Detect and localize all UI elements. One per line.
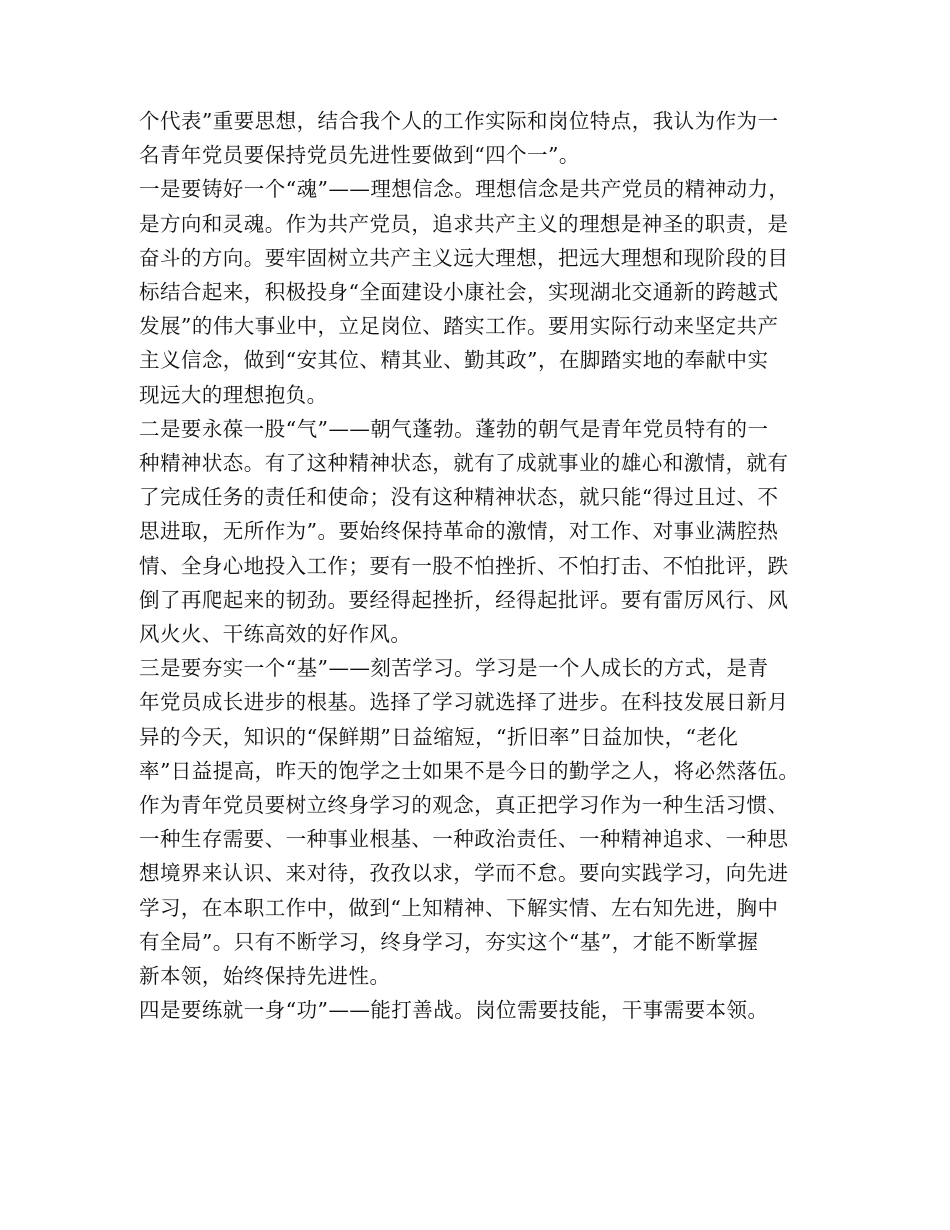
paragraph-foundation: 三是要夯实一个“基”——刻苦学习。学习是一个人成长的方式，是青 年党员成长进步的根基。选择了学习就选择了进步。在科技发展日新月 异的今天，知识的“保鲜期”日益缩短，“折旧率”日益加快，“老化 率”日益提高，昨天的饱学之士如果不是今日的勤学之人，将必然落伍。 作为青年党员要树立终身学习的观念，真正把学习作为一种生活习惯、 一种生存需要、一种事业根基、一种政治责任、一种精神追求、一种思 想境界来认识、来对待，孜孜以求，学而不怠。要向实践学习，向先进 学习，在本职工作中，做到“上知精神、下解实情、左右知先进，胸中 有全局”。只有不断学习，终身学习，夯实这个“基”，才能不断掌握 新本领，始终保持先进性。 xyxy=(139,656,800,989)
paragraph-spirit: 二是要永葆一股“气”——朝气蓬勃。蓬勃的朝气是青年党员特有的一 种精神状态。有了这种精神状态，就有了成就事业的雄心和激情，就有 了完成任务的责任和使命；没有这种精神状态，就只能“得过且过、不 思进取，无所作为”。要始终保持革命的激情，对工作、对事业满腔热 情、全身心地投入工作；要有一股不怕挫折、不怕打击、不怕批评，跌 倒了再爬起来的韧劲。要经得起挫折，经得起批评。要有雷厉风行、风 风火火、干练高效的好作风。 xyxy=(139,416,789,647)
document-body xyxy=(139,104,839,1027)
paragraph-skill: 四是要练就一身“功”——能打善战。岗位需要技能，干事需要本领。 xyxy=(139,998,769,1023)
paragraph-intro: 个代表”重要思想，结合我个人的工作实际和岗位特点，我认为作为一 名青年党员要保持党员先进性要做到“四个一”。 xyxy=(139,109,779,168)
paragraph-soul: 一是要铸好一个“魂”——理想信念。理想信念是共产党员的精神动力， 是方向和灵魂。作为共产党员，追求共产主义的理想是神圣的职责，是 奋斗的方向。要牢固树立共产主义远大理想，把远大理想和现阶段的目 标结合起来，积极投身“全面建设小康社会，实现湖北交通新的跨越式 发展”的伟大事业中，立足岗位、踏实工作。要用实际行动来坚定共产 主义信念，做到“安其位、精其业、勤其政”，在脚踏实地的奉献中实 现远大的理想抱负。 xyxy=(139,177,790,407)
